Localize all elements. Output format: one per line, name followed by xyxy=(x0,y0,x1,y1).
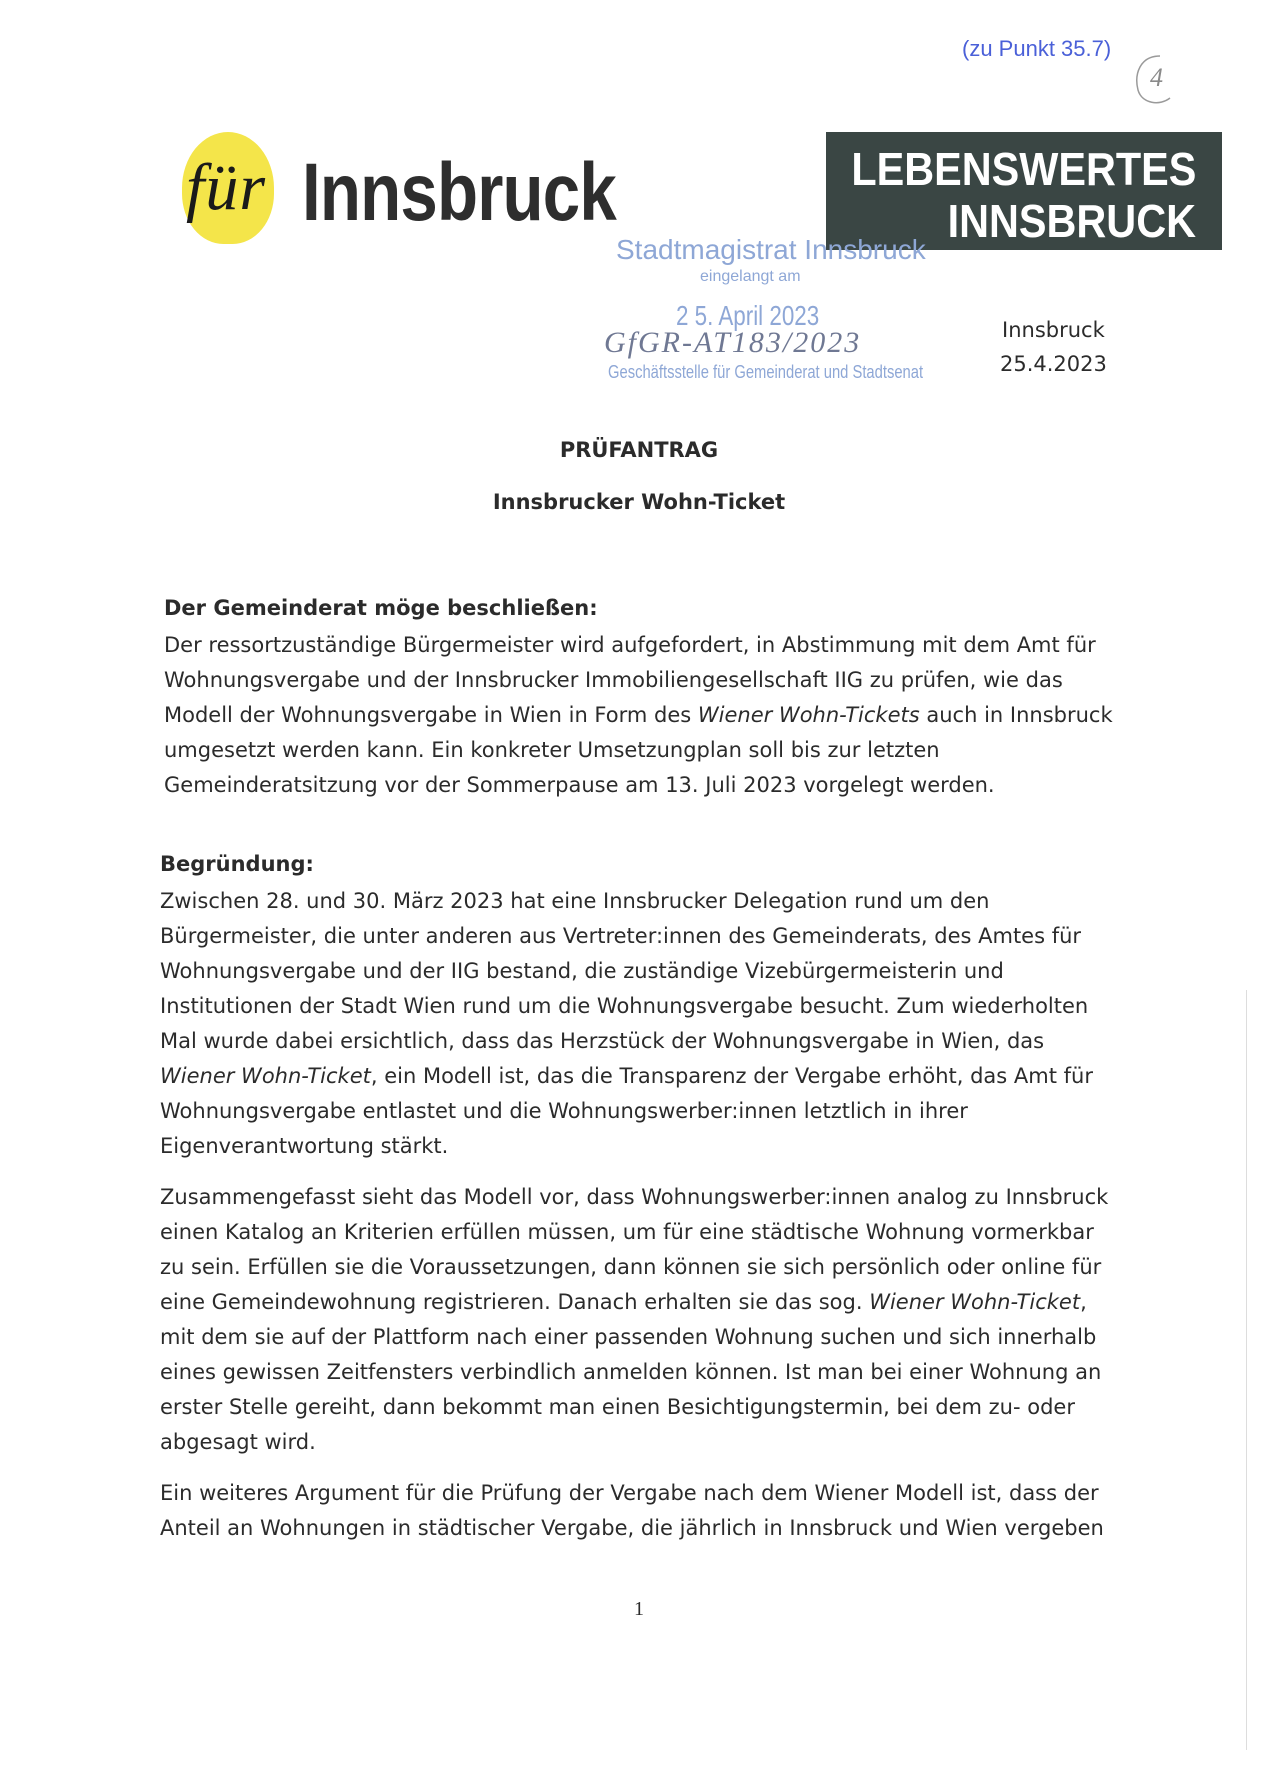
stamp-received-date: 2 5. April 2023 xyxy=(676,300,820,331)
reasoning-paragraph-3: Ein weiteres Argument für die Prüfung der Vergabe nach dem Wiener Modell ist, dass der Anteil an Wohnungen in städtischer Vergabe, die jährlich in Innsbruck und Wien vergeben xyxy=(160,1481,1104,1540)
logo-right-line2: INNSBRUCK xyxy=(947,195,1196,247)
reasoning-p1-italic: Wiener Wohn-Ticket xyxy=(160,1064,371,1088)
stamp-office: Stadtmagistrat Innsbruck xyxy=(616,234,926,265)
document-date: 25.4.2023 xyxy=(1000,352,1107,376)
logo-right-line1: LEBENSWERTES xyxy=(850,143,1196,195)
scan-edge-line xyxy=(1246,990,1247,1750)
page-number: 1 xyxy=(634,1598,644,1620)
stamp-department: Geschäftsstelle für Gemeinderat und Stadtsenat xyxy=(608,362,924,382)
logo-prefix: für xyxy=(186,151,267,224)
page-mark-text: 4 xyxy=(1150,63,1163,92)
logo-name: Innsbruck xyxy=(302,147,616,238)
motion-text-italic: Wiener Wohn-Tickets xyxy=(697,703,920,727)
stamp-file-number: GfGR-AT183/2023 xyxy=(604,326,862,359)
document-place: Innsbruck xyxy=(1002,318,1105,342)
document-subtitle: Innsbrucker Wohn-Ticket xyxy=(492,490,786,514)
motion-section xyxy=(164,596,1124,803)
reasoning-p2-italic: Wiener Wohn-Ticket xyxy=(869,1290,1081,1314)
motion-heading: Der Gemeinderat möge beschließen: xyxy=(164,596,598,620)
reasoning-heading: Begründung: xyxy=(160,852,314,876)
fuer-innsbruck-logo xyxy=(178,128,618,258)
reasoning-paragraph-2: Zusammengefasst sieht das Modell vor, dass Wohnungswerber:innen analog zu Innsbruck einen Katalog an Kriterien erfüllen müssen, um für eine städtische Wohnung vormerkbar zu sein. Erfüllen sie die Voraussetzungen, dann können sie sich persönlich oder online für eine Gemeindewohnung registrieren. Danach erhalten sie das sog. Wiener Wohn-Ticket, mit dem sie auf der Plattform nach einer passenden Wohnung suchen und sich innerhalb eines gewissen Zeitfensters verbindlich anmelden können. Ist man bei einer Wohnung an erster Stelle gereiht, dann bekommt man einen Besichtigungstermin, bei dem zu- oder abgesagt wird. xyxy=(160,1185,1109,1454)
lebenswertes-innsbruck-logo xyxy=(826,132,1222,250)
motion-text: Der ressortzuständige Bürgermeister wird aufgefordert, in Abstimmung mit dem Amt für Wohnungsvergabe und der Innsbrucker Immobiliengesellschaft IIG zu prüfen, wie das Modell der Wohnungsvergabe in Wien in Form des Wiener Wohn-Tickets auch in Innsbruck umgesetzt werden kann. Ein konkreter Umsetzungplan soll bis zur letzten Gemeinderatsitzung vor der Sommerpause am 13. Juli 2023 vorgelegt werden. xyxy=(164,633,1113,797)
stamp-received-label: eingelangt am xyxy=(700,268,801,285)
reference-note: (zu Punkt 35.7) xyxy=(962,36,1112,61)
reasoning-paragraph-1: Zwischen 28. und 30. März 2023 hat eine Innsbrucker Delegation rund um den Bürgermeister, die unter anderen aus Vertreter:innen des Gemeinderats, des Amtes für Wohnungsvergabe und der IIG bestand, die zuständige Vizebürgermeisterin und Institutionen der Stadt Wien rund um die Wohnungsvergabe besucht. Zum wiederholten Mal wurde dabei ersichtlich, dass das Herzstück der Wohnungsvergabe in Wien, das Wiener Wohn-Ticket, ein Modell ist, das die Transparenz der Vergabe erhöht, das Amt für Wohnungsvergabe entlastet und die Wohnungswerber:innen letztlich in ihrer Eigenverantwortung stärkt. xyxy=(160,889,1093,1158)
document-title: PRÜFANTRAG xyxy=(559,438,719,462)
handwritten-page-mark xyxy=(1130,52,1176,110)
reasoning-section xyxy=(160,852,1124,1546)
